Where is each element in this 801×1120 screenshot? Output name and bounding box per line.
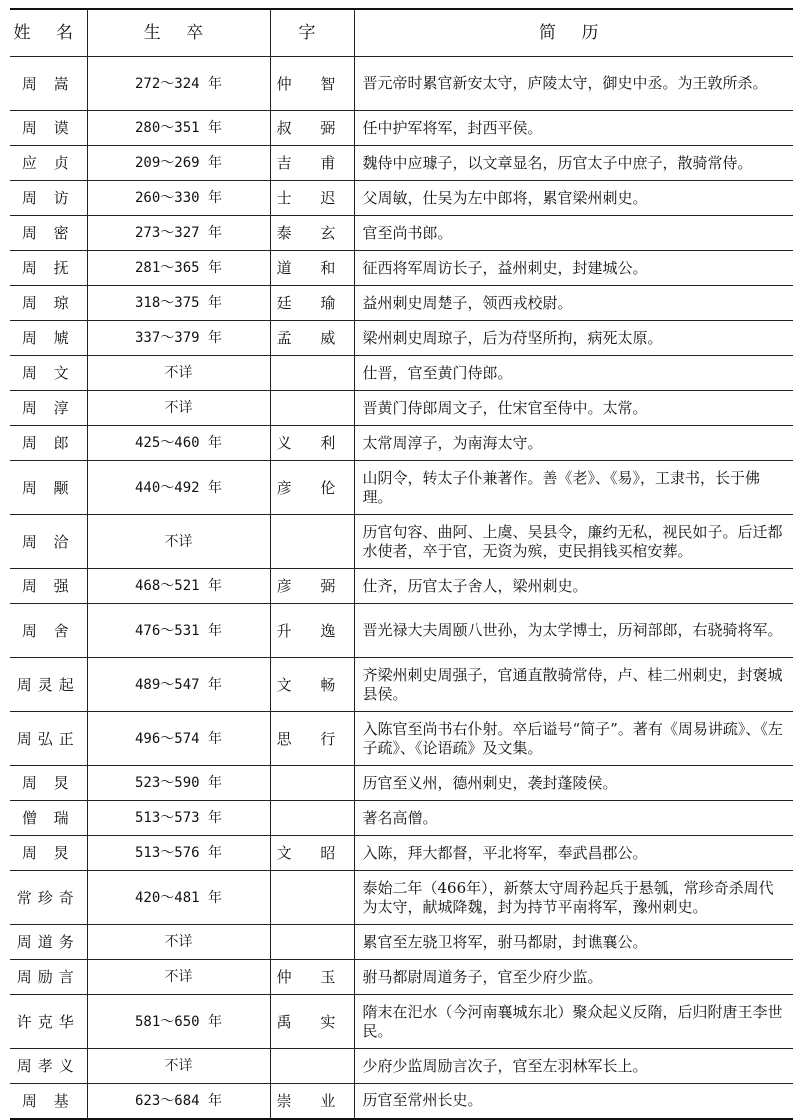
person-name-cell: 周 基 — [10, 1084, 87, 1119]
courtesy-name-cell: 彦 弼 — [270, 569, 354, 604]
biography-cell: 梁州刺史周琼子，后为苻坚所拘，病死太原。 — [354, 321, 793, 356]
biography-cell: 晋元帝时累官新安太守，庐陵太守，御史中丞。为王敦所杀。 — [354, 57, 793, 111]
lifespan-cell: 468～521 年 — [87, 569, 270, 604]
table-row — [10, 146, 793, 181]
person-name-cell: 周 抚 — [10, 251, 87, 286]
biography-cell: 晋黄门侍郎周文子，仕宋官至侍中。太常。 — [354, 391, 793, 426]
courtesy-name-cell: 吉 甫 — [270, 146, 354, 181]
biography-cell: 泰始二年（466年），新蔡太守周矜起兵于悬瓠，常珍奇杀周代为太守，献城降魏，封为持节平南将军，豫州刺史。 — [354, 871, 793, 925]
biography-cell: 任中护军将军，封西平侯。 — [354, 111, 793, 146]
lifespan-cell: 不详 — [87, 960, 270, 995]
header-life: 生 卒 — [87, 9, 270, 57]
person-name-cell: 周 嵩 — [10, 57, 87, 111]
lifespan-cell: 318～375 年 — [87, 286, 270, 321]
biography-cell: 晋光禄大夫周颐八世孙，为太学博士，历祠部郎，右骁骑将军。 — [354, 604, 793, 658]
courtesy-name-cell: 崇 业 — [270, 1084, 354, 1119]
person-name-cell: 周 颙 — [10, 461, 87, 515]
lifespan-cell: 425～460 年 — [87, 426, 270, 461]
lifespan-cell: 513～573 年 — [87, 801, 270, 836]
person-name-cell: 周道务 — [10, 925, 87, 960]
table-row — [10, 995, 793, 1049]
courtesy-name-cell — [270, 515, 354, 569]
courtesy-name-cell: 廷 瑜 — [270, 286, 354, 321]
person-name-cell: 周 炅 — [10, 836, 87, 871]
person-name-cell: 周 密 — [10, 216, 87, 251]
courtesy-name-cell: 叔 弼 — [270, 111, 354, 146]
table-row — [10, 801, 793, 836]
person-name-cell: 周 琼 — [10, 286, 87, 321]
courtesy-name-cell — [270, 356, 354, 391]
lifespan-cell: 209～269 年 — [87, 146, 270, 181]
lifespan-cell: 不详 — [87, 356, 270, 391]
biography-cell: 历官至义州，德州刺史，袭封蓬陵侯。 — [354, 766, 793, 801]
person-name-cell: 周孝义 — [10, 1049, 87, 1084]
table-row — [10, 286, 793, 321]
lifespan-cell: 440～492 年 — [87, 461, 270, 515]
table-row — [10, 321, 793, 356]
lifespan-cell: 272～324 年 — [87, 57, 270, 111]
biography-cell: 驸马都尉周道务子，官至少府少监。 — [354, 960, 793, 995]
lifespan-cell: 337～379 年 — [87, 321, 270, 356]
person-name-cell: 周 访 — [10, 181, 87, 216]
courtesy-name-cell — [270, 766, 354, 801]
courtesy-name-cell: 文 昭 — [270, 836, 354, 871]
lifespan-cell: 280～351 年 — [87, 111, 270, 146]
table-row — [10, 766, 793, 801]
person-name-cell: 周 强 — [10, 569, 87, 604]
biography-cell: 魏侍中应璩子，以文章显名，历官太子中庶子，散骑常侍。 — [354, 146, 793, 181]
courtesy-name-cell: 孟 威 — [270, 321, 354, 356]
biography-cell: 山阴令，转太子仆兼著作。善《老》、《易》，工隶书，长于佛理。 — [354, 461, 793, 515]
table-row — [10, 216, 793, 251]
lifespan-cell: 281～365 年 — [87, 251, 270, 286]
lifespan-cell: 不详 — [87, 1049, 270, 1084]
lifespan-cell: 523～590 年 — [87, 766, 270, 801]
lifespan-cell: 不详 — [87, 515, 270, 569]
biography-cell: 父周敏，仕吴为左中郎将，累官梁州刺史。 — [354, 181, 793, 216]
person-name-cell: 僧 瑞 — [10, 801, 87, 836]
table-row — [10, 391, 793, 426]
table-row — [10, 836, 793, 871]
biography-cell: 隋末在汜水（今河南襄城东北）聚众起义反隋，后归附唐王李世民。 — [354, 995, 793, 1049]
biography-cell: 仕齐，历官太子舍人，梁州刺史。 — [354, 569, 793, 604]
lifespan-cell: 273～327 年 — [87, 216, 270, 251]
courtesy-name-cell — [270, 801, 354, 836]
biography-cell: 官至尚书郎。 — [354, 216, 793, 251]
person-name-cell: 常珍奇 — [10, 871, 87, 925]
table-row — [10, 426, 793, 461]
lifespan-cell: 496～574 年 — [87, 712, 270, 766]
table-row — [10, 515, 793, 569]
table-row — [10, 658, 793, 712]
table-row — [10, 569, 793, 604]
biography-cell: 历官句容、曲阿、上虞、吴县令，廉约无私，视民如子。后迁都水使者，卒于官，无资为殡，吏民捐钱买棺安葬。 — [354, 515, 793, 569]
courtesy-name-cell: 升 逸 — [270, 604, 354, 658]
courtesy-name-cell: 彦 伦 — [270, 461, 354, 515]
lifespan-cell: 623～684 年 — [87, 1084, 270, 1119]
lifespan-cell: 489～547 年 — [87, 658, 270, 712]
lifespan-cell: 260～330 年 — [87, 181, 270, 216]
biography-cell: 太常周淳子，为南海太守。 — [354, 426, 793, 461]
biography-cell: 历官至常州长史。 — [354, 1084, 793, 1119]
table-row — [10, 356, 793, 391]
person-name-cell: 周 洽 — [10, 515, 87, 569]
biography-cell: 仕晋，官至黄门侍郎。 — [354, 356, 793, 391]
biography-cell: 益州刺史周楚子，领西戎校尉。 — [354, 286, 793, 321]
person-name-cell: 周 舍 — [10, 604, 87, 658]
person-name-cell: 许克华 — [10, 995, 87, 1049]
table-header — [10, 9, 793, 57]
person-name-cell: 周 文 — [10, 356, 87, 391]
header-name: 姓 名 — [10, 9, 87, 57]
table-row — [10, 57, 793, 111]
person-name-cell: 周励言 — [10, 960, 87, 995]
header-bio: 简 历 — [354, 9, 793, 57]
biography-cell: 齐梁州刺史周强子，官通直散骑常侍，卢、桂二州刺史，封褒城县侯。 — [354, 658, 793, 712]
table-row — [10, 1049, 793, 1084]
lifespan-cell: 476～531 年 — [87, 604, 270, 658]
table-row — [10, 604, 793, 658]
courtesy-name-cell: 禹 实 — [270, 995, 354, 1049]
courtesy-name-cell: 文 畅 — [270, 658, 354, 712]
biography-cell: 少府少监周励言次子，官至左羽林军长上。 — [354, 1049, 793, 1084]
biography-cell: 著名高僧。 — [354, 801, 793, 836]
table-row — [10, 251, 793, 286]
courtesy-name-cell: 思 行 — [270, 712, 354, 766]
table-row — [10, 1084, 793, 1119]
table-body — [10, 57, 793, 1119]
biography-cell: 入陈官至尚书右仆射。卒后谥号“简子”。著有《周易讲疏》、《左子疏》、《论语疏》及文集。 — [354, 712, 793, 766]
biography-cell: 征西将军周访长子，益州刺史，封建城公。 — [354, 251, 793, 286]
lifespan-cell: 581～650 年 — [87, 995, 270, 1049]
table-row — [10, 871, 793, 925]
lifespan-cell: 513～576 年 — [87, 836, 270, 871]
courtesy-name-cell: 仲 智 — [270, 57, 354, 111]
lifespan-cell: 不详 — [87, 391, 270, 426]
courtesy-name-cell — [270, 871, 354, 925]
person-name-cell: 周 虓 — [10, 321, 87, 356]
courtesy-name-cell: 泰 玄 — [270, 216, 354, 251]
biography-cell: 累官至左骁卫将军，驸马都尉，封谯襄公。 — [354, 925, 793, 960]
courtesy-name-cell — [270, 391, 354, 426]
biography-cell: 入陈，拜大都督，平北将军，奉武昌郡公。 — [354, 836, 793, 871]
table-row — [10, 925, 793, 960]
courtesy-name-cell — [270, 925, 354, 960]
person-name-cell: 应 贞 — [10, 146, 87, 181]
courtesy-name-cell: 义 利 — [270, 426, 354, 461]
lifespan-cell: 不详 — [87, 925, 270, 960]
table-row — [10, 181, 793, 216]
biography-table — [10, 8, 793, 1120]
biography-table-wrapper — [10, 8, 793, 1120]
person-name-cell: 周弘正 — [10, 712, 87, 766]
courtesy-name-cell — [270, 1049, 354, 1084]
courtesy-name-cell: 士 迟 — [270, 181, 354, 216]
table-row — [10, 712, 793, 766]
header-zi: 字 — [270, 9, 354, 57]
table-row — [10, 461, 793, 515]
table-row — [10, 960, 793, 995]
person-name-cell: 周 谟 — [10, 111, 87, 146]
person-name-cell: 周 郎 — [10, 426, 87, 461]
table-row — [10, 111, 793, 146]
lifespan-cell: 420～481 年 — [87, 871, 270, 925]
courtesy-name-cell: 仲 玉 — [270, 960, 354, 995]
person-name-cell: 周 淳 — [10, 391, 87, 426]
person-name-cell: 周灵起 — [10, 658, 87, 712]
person-name-cell: 周 炅 — [10, 766, 87, 801]
courtesy-name-cell: 道 和 — [270, 251, 354, 286]
header-row — [10, 9, 793, 57]
